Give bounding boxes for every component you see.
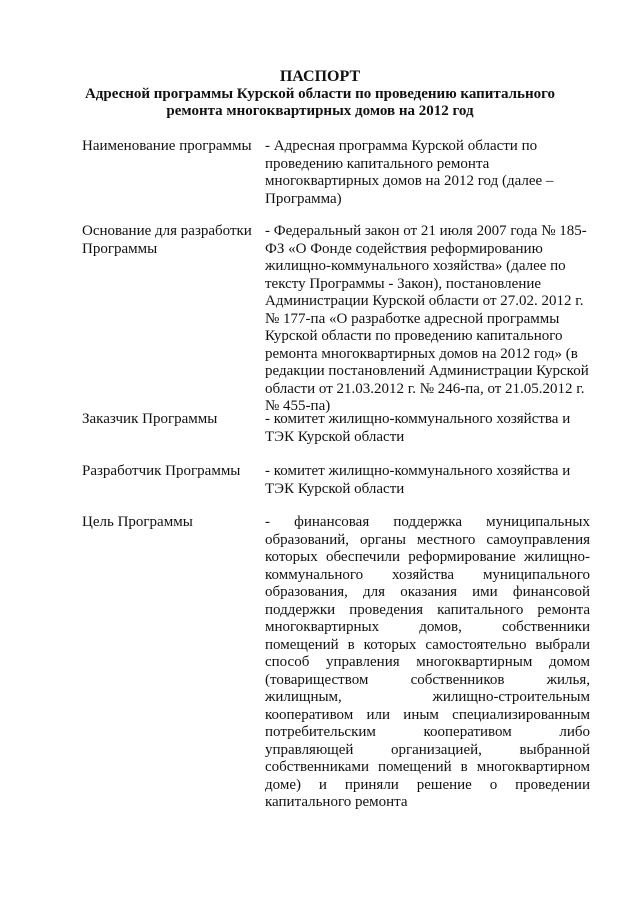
row-value-basis: - Федеральный закон от 21 июля 2007 года № 185-ФЗ «О Фонде содействия реформированию жилищно-коммунального хозяйства» (далее по тексту Программы - Закон), постановление Администрации Курской области от 27.02. 2012 г. № 177-па «О разработке адресной программы Курской области по проведению капитального ремонта многоквартирных домов на 2012 год» (в редакции постановлений Администрации Курской области от 21.03.2012 г. № 246-па, от 21.05.2012 г. № 455-па): [265, 223, 589, 414]
row-label-program-name: Наименование программы: [82, 138, 252, 154]
row-label-developer: Разработчик Программы: [82, 463, 241, 479]
row-value-program-name: - Адресная программа Курской области по проведению капитального ремонта многоквартирных домов на 2012 год (далее – Программа): [265, 138, 554, 207]
row-label-customer: Заказчик Программы: [82, 411, 218, 427]
document-title: ПАСПОРТ: [279, 68, 361, 85]
document-subtitle-line-2: ремонта многоквартирных домов на 2012 год: [166, 103, 474, 119]
document-subtitle-line-1: Адресной программы Курской области по проведению капитального: [84, 86, 556, 102]
row-label-basis: Основание для разработки Программы: [82, 223, 252, 257]
row-value-developer: - комитет жилищно-коммунального хозяйства и ТЭК Курской области: [265, 463, 571, 497]
row-value-customer: - комитет жилищно-коммунального хозяйства и ТЭК Курской области: [265, 411, 571, 445]
row-label-goal: Цель Программы: [82, 514, 193, 530]
row-value-goal: - финансовая поддержка муниципальных образований, органы местного самоуправления которых обеспечили реформирование жилищно-коммунального хозяйства муниципального образования, для оказания ими финансовой поддержки проведения капитального ремонта многоквартирных домов, собственники помещений в которых самостоятельно выбрали способ управления многоквартирным домом (товариществом собственников жилья, жилищным, жилищно-строительным кооперативом или иным специализированным потребительским кооперативом либо управляющей организацией, выбранной собственниками помещений в многоквартирном доме) и приняли решение о проведении капитального ремонта: [265, 514, 594, 810]
